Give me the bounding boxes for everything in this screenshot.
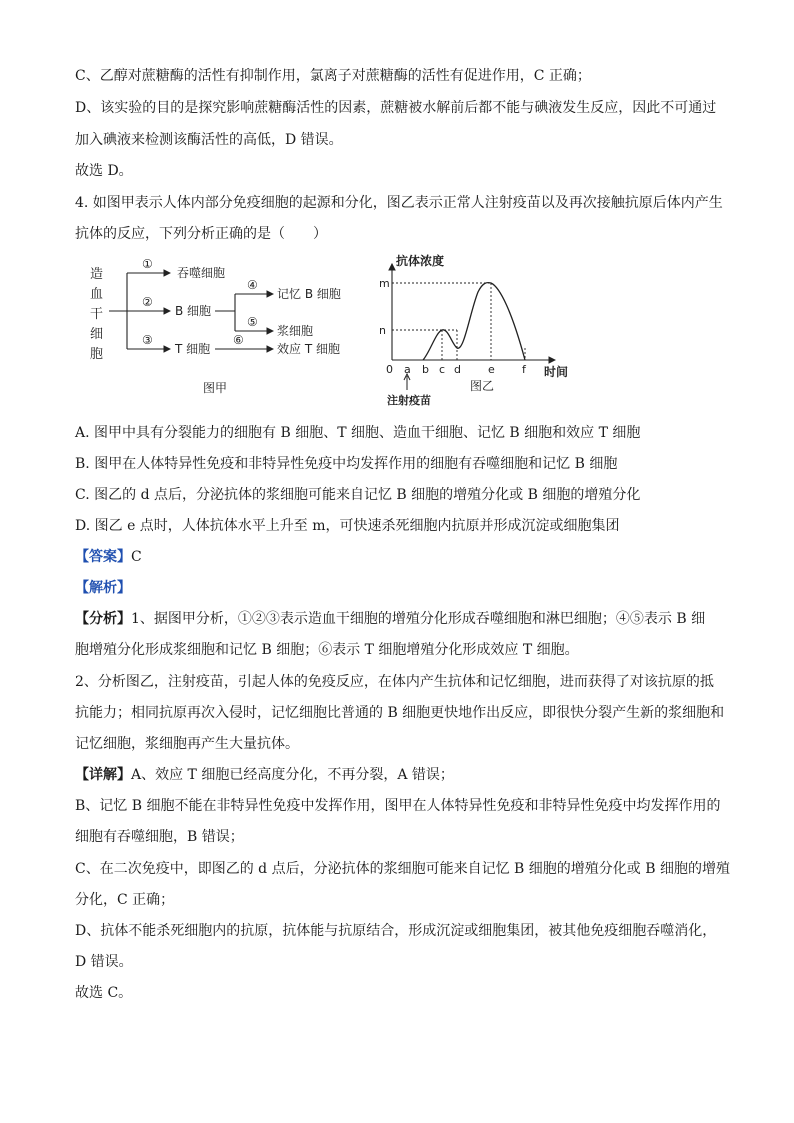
analysis-p1-line1: 【分析】1、据图甲分析，①②③表示造血干细胞的增殖分化形成吞噬细胞和淋巴细胞；④⑤表示 B 细 [75, 611, 706, 627]
t-cell-label: T 细胞 [175, 342, 211, 356]
question-stem-line1: 4. 如图甲表示人体内部分免疫细胞的起源和分化，图乙表示正常人注射疫苗以及再次接触抗原后体内产生 [75, 195, 723, 211]
circled-number-6: ⑥ [233, 333, 244, 347]
circled-number-2: ② [142, 295, 153, 309]
prev-option-d-line1: D、该实验的目的是探究影响蔗糖酶活性的因素，蔗糖被水解前后都不能与碘液发生反应，因此不可通过 [75, 100, 717, 116]
source-char-3: 干 [90, 307, 104, 322]
detail-b-line2: 细胞有吞噬细胞，B 错误； [75, 829, 244, 845]
memory-b-cell-label: 记忆 B 细胞 [277, 287, 341, 301]
question-stem-line2: 抗体的反应，下列分析正确的是（ ） [75, 226, 327, 242]
x-axis-label: 时间 [544, 365, 569, 379]
x-tick-d: d [454, 363, 461, 376]
y-tick-m: m [379, 277, 390, 290]
detail-d-line2: D 错误。 [75, 954, 133, 970]
source-char-4: 细 [90, 327, 104, 342]
detail-c-line2: 分化，C 正确； [75, 892, 175, 908]
circled-number-3: ③ [142, 333, 153, 347]
source-char-5: 胞 [90, 347, 104, 362]
analysis-p1-line2: 胞增殖分化形成浆细胞和记忆 B 细胞；⑥表示 T 细胞增殖分化形成效应 T 细胞。 [75, 642, 579, 658]
x-tick-b: b [422, 363, 429, 376]
option-a: A. 图甲中具有分裂能力的细胞有 B 细胞、T 细胞、造血干细胞、记忆 B 细胞和效应 T 细胞 [75, 425, 641, 441]
x-tick-f: f [522, 363, 526, 376]
x-tick-e: e [488, 363, 495, 376]
detail-a: 【详解】A、效应 T 细胞已经高度分化，不再分裂，A 错误； [75, 767, 454, 783]
final-choose: 故选 C。 [75, 985, 133, 1001]
prev-option-d-line2: 加入碘液来检测该酶活性的高低，D 错误。 [75, 132, 343, 148]
prev-choose: 故选 D。 [75, 163, 133, 179]
x-tick-c: c [439, 363, 446, 376]
source-char-1: 造 [90, 267, 104, 282]
circled-number-4: ④ [247, 278, 258, 292]
circled-number-1: ① [142, 257, 153, 271]
analysis-p2-line1: 2、分析图乙，注射疫苗，引起人体的免疫反应，在体内产生抗体和记忆细胞，进而获得了对该抗原的抵 [75, 674, 714, 690]
b-cell-label: B 细胞 [175, 304, 212, 318]
option-b: B. 图甲在人体特异性免疫和非特异性免疫中均发挥作用的细胞有吞噬细胞和记忆 B 细胞 [75, 456, 618, 472]
figure-a-diagram [85, 254, 360, 402]
phagocyte-label: 吞噬细胞 [177, 266, 226, 280]
circled-number-5: ⑤ [247, 315, 258, 329]
detail-b-line1: B、记忆 B 细胞不能在非特异性免疫中发挥作用，图甲在人体特异性免疫和非特异性免疫中均发挥作用的 [75, 798, 721, 814]
figure-a-caption: 图甲 [203, 381, 228, 395]
antibody-curve [423, 283, 525, 360]
option-d: D. 图乙 e 点时，人体抗体水平上升至 m，可快速杀死细胞内抗原并形成沉淀或细胞集团 [75, 518, 620, 534]
analysis-p2-line2: 抗能力；相同抗原再次入侵时，记忆细胞比普通的 B 细胞更快地作出反应，即很快分裂产生新的浆细胞和 [75, 705, 725, 721]
plasma-cell-label: 浆细胞 [277, 324, 314, 338]
analysis-p2-line3: 记忆细胞，浆细胞再产生大量抗体。 [75, 736, 299, 752]
analysis-label: 【解析】 [75, 580, 131, 596]
source-char-2: 血 [90, 287, 104, 302]
answer-label: 【答案】 [75, 549, 131, 565]
effector-t-cell-label: 效应 T 细胞 [277, 342, 340, 356]
y-tick-n: n [379, 324, 386, 337]
detail-label: 【详解】 [75, 767, 131, 783]
y-axis-label: 抗体浓度 [396, 254, 445, 268]
answer-line [75, 547, 734, 567]
detail-d-line1: D、抗体不能杀死细胞内的抗原，抗体能与抗原结合，形成沉淀或细胞集团，被其他免疫细胞吞噬消化， [75, 923, 717, 939]
option-c: C. 图乙的 d 点后，分泌抗体的浆细胞可能来自记忆 B 细胞的增殖分化或 B 细胞的增殖分化 [75, 487, 641, 503]
origin-label: 0 [386, 363, 393, 376]
answer-value: C [131, 549, 142, 565]
fenxi-label: 【分析】 [75, 611, 131, 627]
figure-b-caption: 图乙 [470, 379, 495, 393]
inject-vaccine-label: 注射疫苗 [387, 394, 431, 407]
analysis-heading [75, 578, 734, 598]
prev-option-c: C、乙醇对蔗糖酶的活性有抑制作用，氯离子对蔗糖酶的活性有促进作用，C 正确； [75, 68, 591, 84]
detail-c-line1: C、在二次免疫中，即图乙的 d 点后，分泌抗体的浆细胞可能来自记忆 B 细胞的增殖分化或 B 细胞的增殖 [75, 861, 730, 877]
figure-b-chart [360, 252, 575, 410]
x-tick-a: a [404, 363, 411, 376]
